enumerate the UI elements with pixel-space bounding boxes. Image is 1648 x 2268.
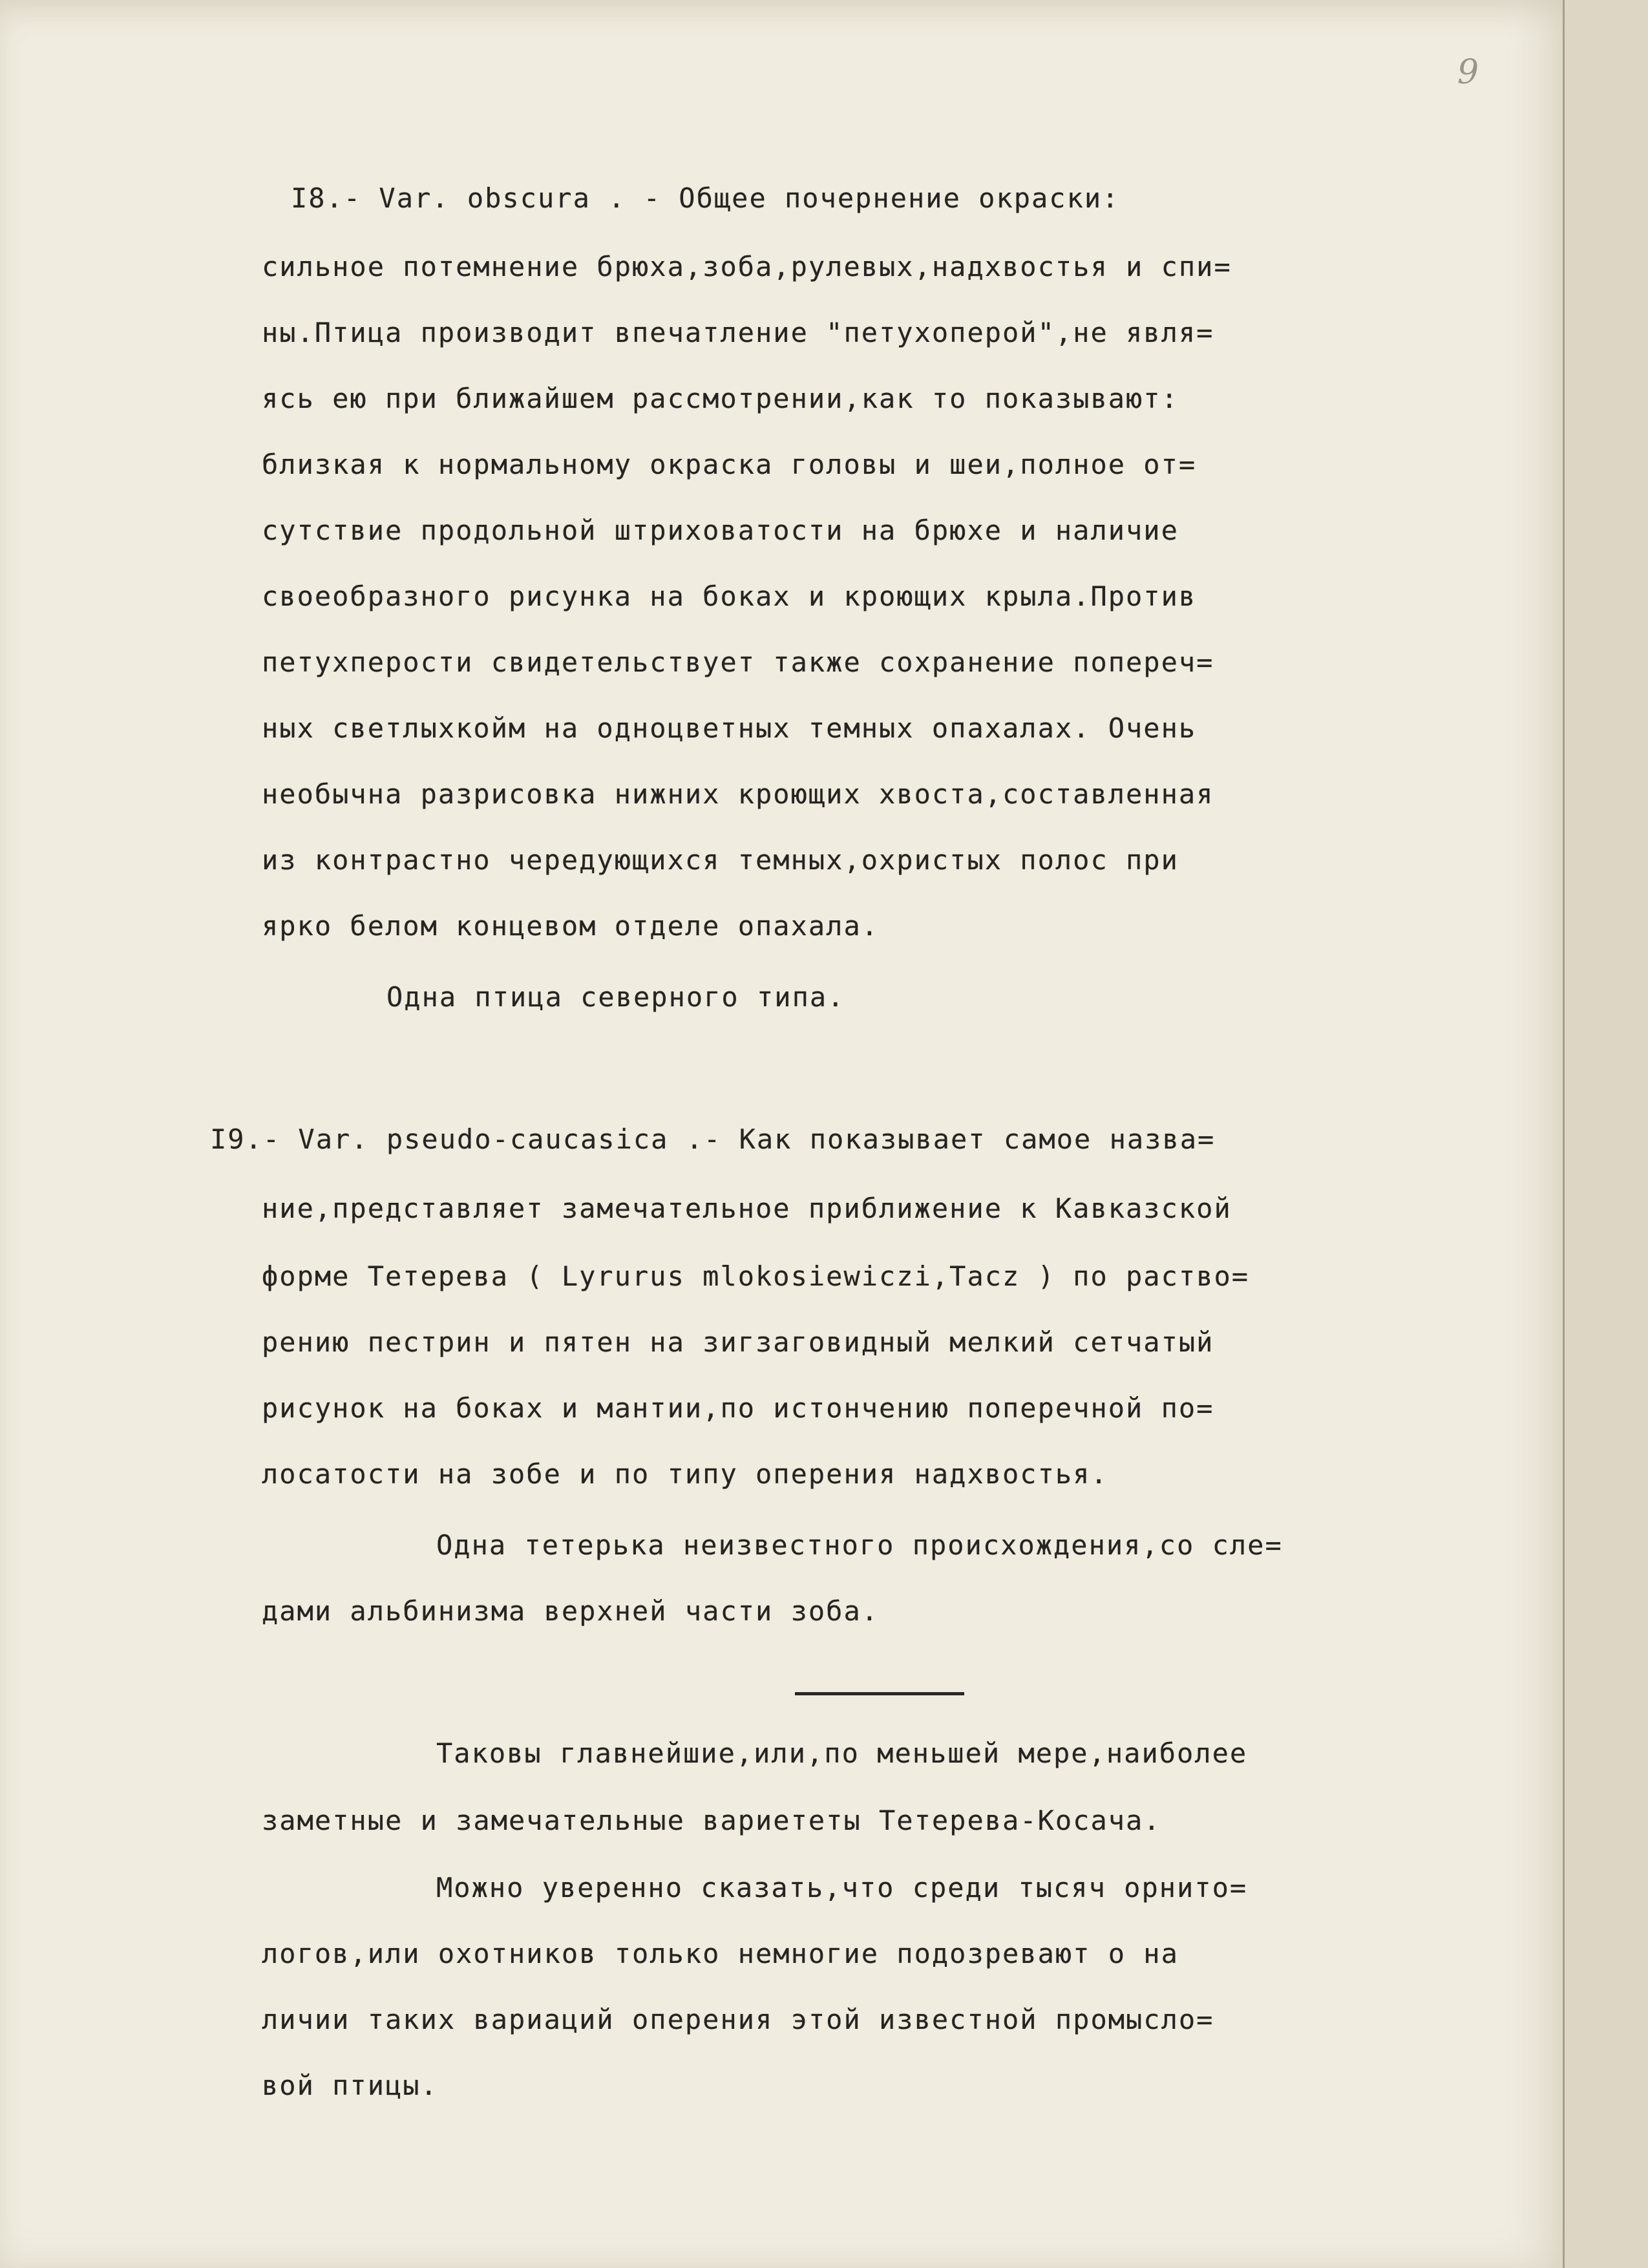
section-18-line-2: сильное потемнение брюха,зоба,рулевых,надхвостья и спи= [262, 251, 1232, 282]
section-18-line-6: сутствие продольной штриховатости на брюхе и наличие [262, 514, 1179, 546]
section-19-line-2: ние,представляет замечательное приближение к Кавказской [262, 1192, 1232, 1224]
section-19-line-5: рисунок на боках и мантии,по истончению поперечной по= [262, 1392, 1214, 1424]
section-18-line-3: ны.Птица производит впечатление "петухоперой",не явля= [262, 317, 1214, 348]
section-18-line-8: петухперости свидетельствует также сохранение попереч= [262, 646, 1214, 678]
conclusion-line-1: Таковы главнейшие,или,по меньшей мере,наиболее [436, 1737, 1248, 1769]
section-19-line-4: рению пестрин и пятен на зигзаговидный мелкий сетчатый [262, 1326, 1214, 1358]
conclusion-line-4: логов,или охотников только немногие подозревают о на [262, 1938, 1179, 1969]
section-18-line-7: своеобразного рисунка на боках и кроющих крыла.Против [262, 580, 1197, 612]
section-18-line-12: ярко белом концевом отделе опахала. [262, 910, 880, 942]
section-19-line-1: I9.- Var. pseudo-caucasica .- Как показывает самое назва= [210, 1123, 1216, 1155]
page-number: 9 [1457, 53, 1479, 92]
conclusion-line-2: заметные и замечательные вариететы Тетерева-Косача. [262, 1805, 1161, 1836]
section-19-line-3: форме Тетерева ( Lyrurus mlokosiewiczi,Tacz ) по раство= [262, 1260, 1250, 1292]
section-18-note: Одна птица северного типа. [386, 981, 845, 1013]
section-19-note-line-2: дами альбинизма верхней части зоба. [262, 1595, 880, 1627]
section-19-line-6: лосатости на зобе и по типу оперения надхвостья. [262, 1458, 1108, 1490]
section-19-note-line-1: Одна тетерька неизвестного происхождения,со сле= [436, 1529, 1283, 1561]
conclusion-line-5: личии таких вариаций оперения этой известной промысло= [262, 2004, 1214, 2035]
section-18-line-9: ных светлыхкойм на одноцветных темных опахалах. Очень [262, 712, 1197, 744]
conclusion-line-6: вой птицы. [262, 2070, 438, 2101]
conclusion-line-3: Можно уверенно сказать,что среди тысяч орнито= [436, 1872, 1248, 1903]
section-18-line-10: необычна разрисовка нижних кроющих хвоста,составленная [262, 778, 1214, 810]
page-edge [1563, 0, 1648, 2268]
section-18-line-11: из контрастно чередующихся темных,охристых полос при [262, 844, 1179, 876]
section-divider [795, 1692, 964, 1695]
section-18-line-1: I8.- Var. obscura . - Общее почернение окраски: [291, 182, 1120, 214]
section-18-line-5: близкая к нормальному окраска головы и шеи,полное от= [262, 449, 1197, 480]
section-18-line-4: ясь ею при ближайшем рассмотрении,как то показывают: [262, 383, 1179, 414]
